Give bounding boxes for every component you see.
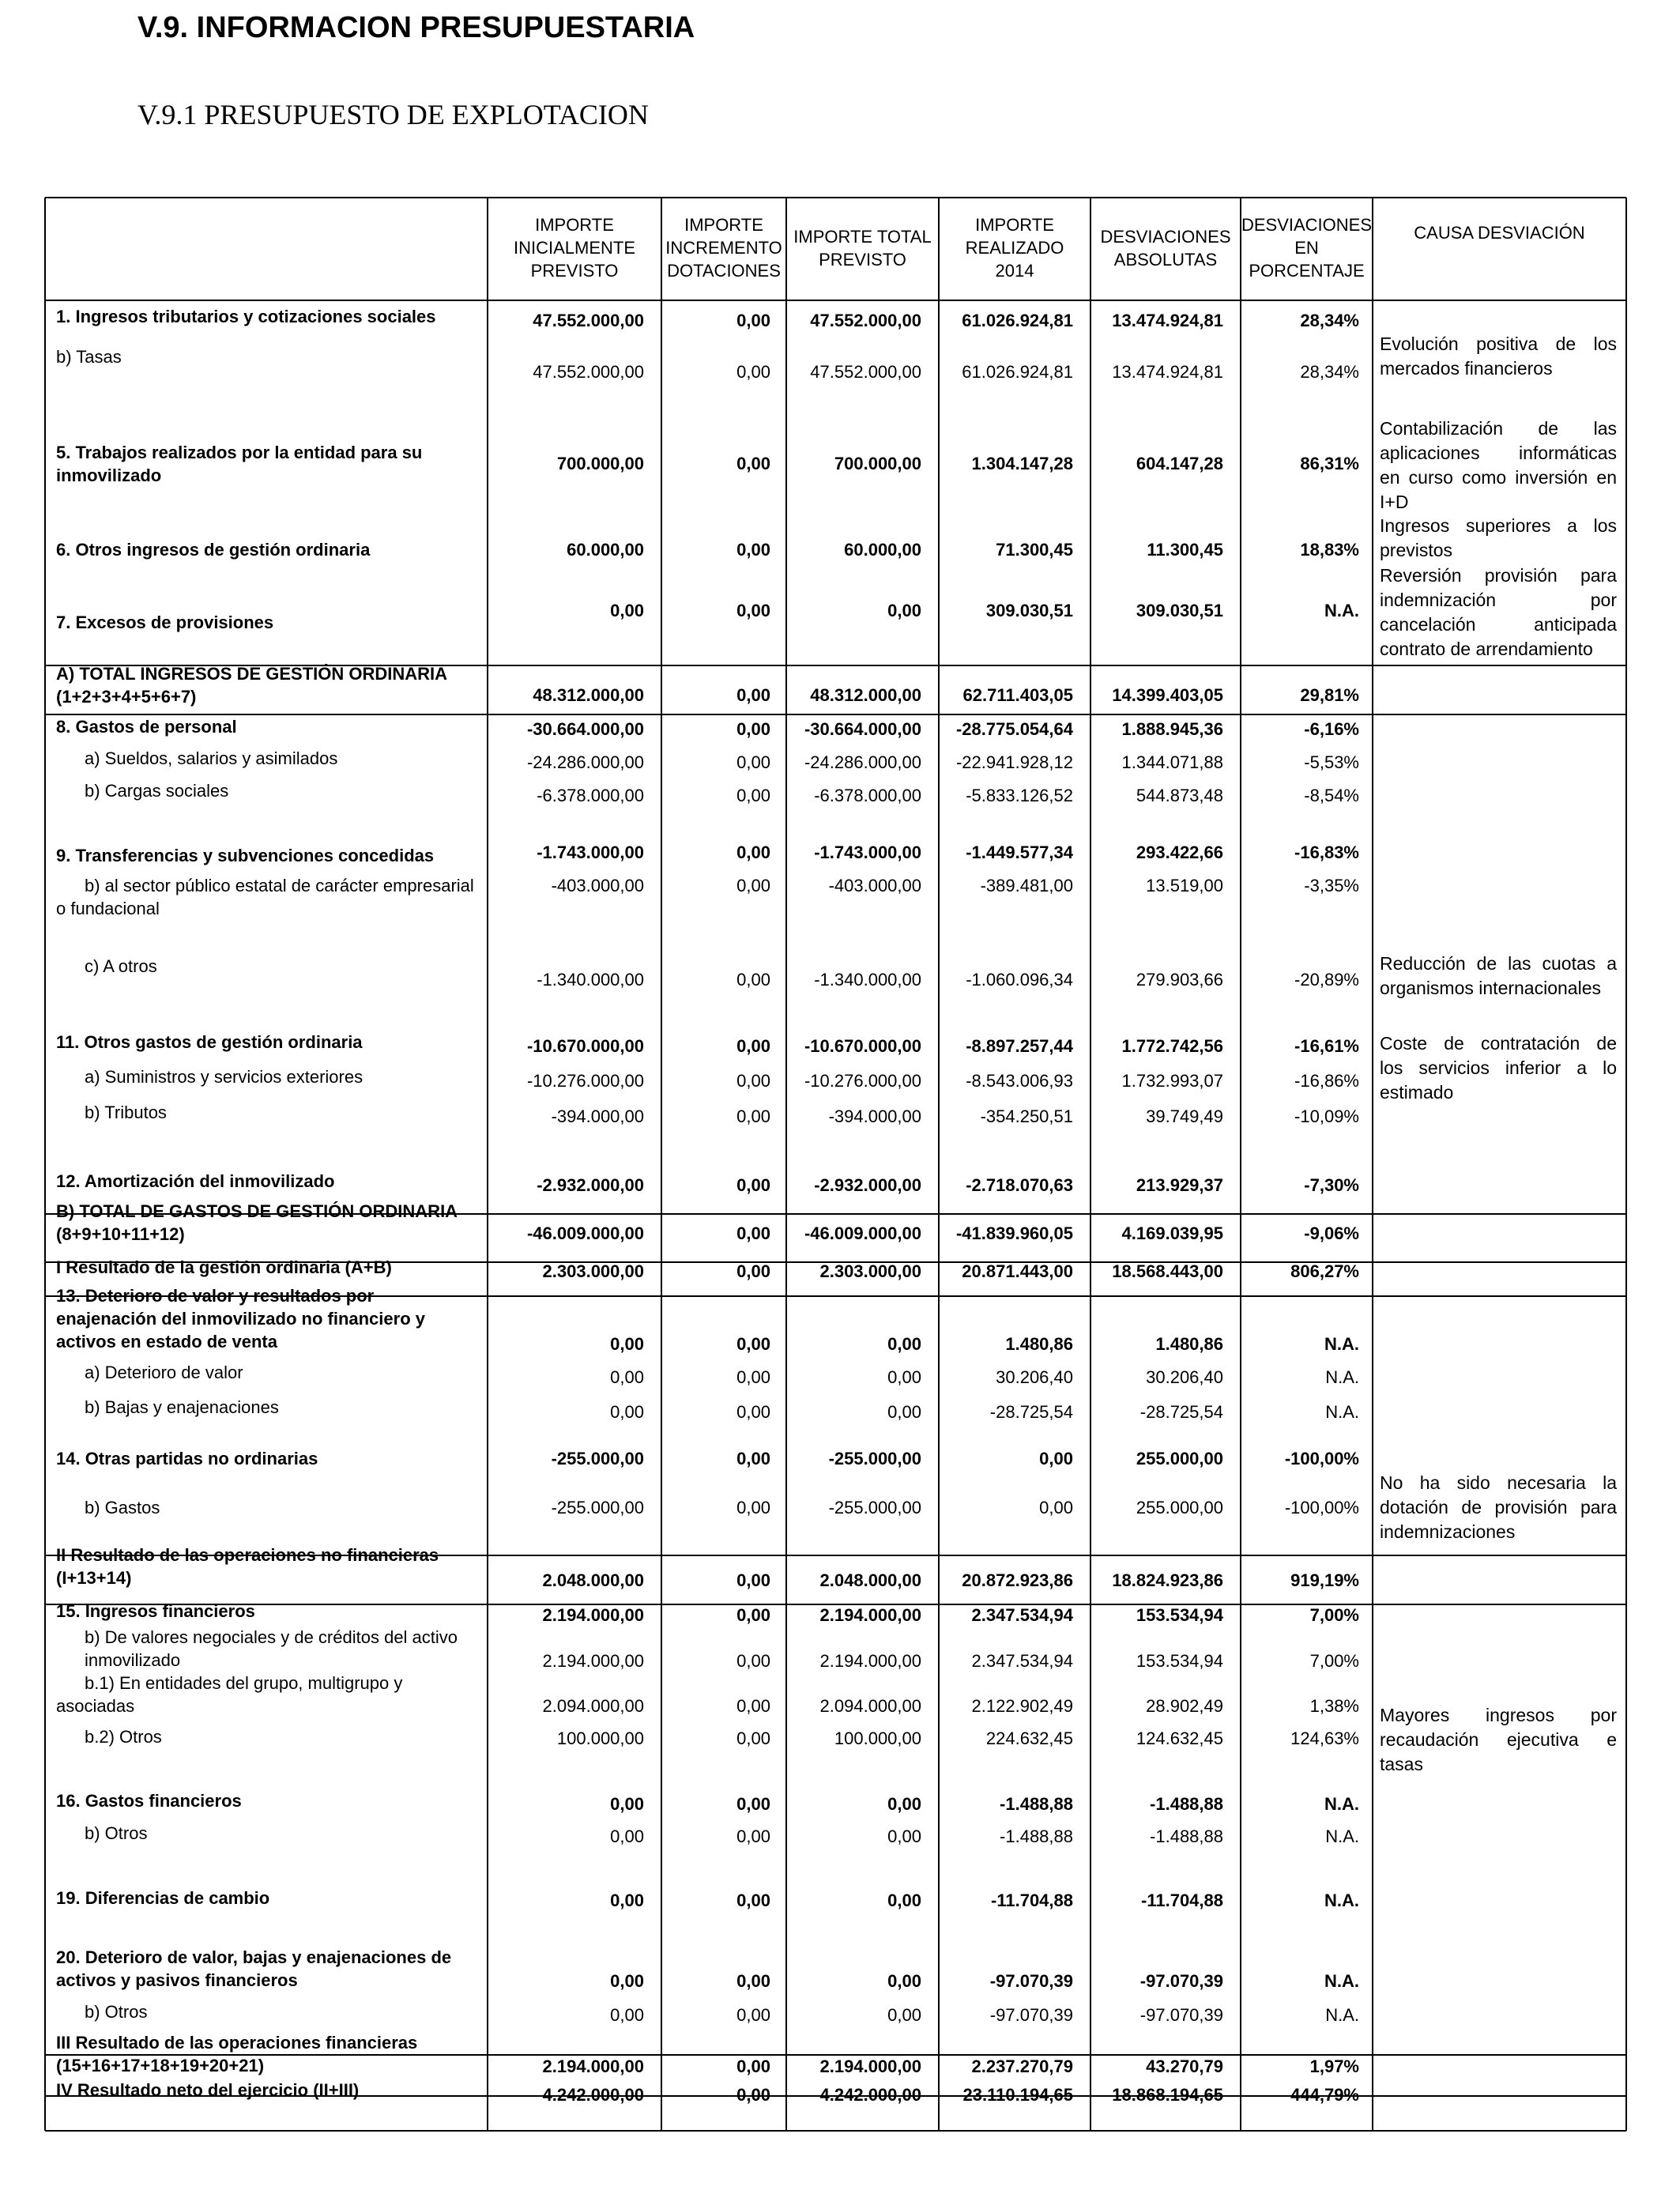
row-value: 13.474.924,81 [1112, 311, 1223, 330]
row-value: -3,35% [1304, 876, 1359, 895]
row-value: -22.941.928,12 [955, 752, 1073, 772]
row-value: 0,00 [610, 1402, 644, 1422]
row-value: 43.270,79 [1146, 2056, 1223, 2076]
row-value: 153.534,94 [1136, 1605, 1223, 1625]
column-header: EN [1294, 238, 1319, 258]
row-value: 48.312.000,00 [533, 685, 644, 705]
row-value: -6,16% [1304, 719, 1359, 739]
row-value: 0,00 [610, 1367, 644, 1387]
row-value: 0,00 [736, 1891, 770, 1910]
row-value: N.A. [1324, 1334, 1359, 1354]
row-value: -1.488,88 [1000, 1826, 1073, 1846]
row-value: 28,34% [1300, 362, 1359, 382]
row-value: 0,00 [736, 2085, 770, 2105]
row-value: 20.871.443,00 [962, 1261, 1073, 1281]
row-value: 919,19% [1290, 1570, 1359, 1590]
column-header: PREVISTO [819, 250, 906, 270]
row-value: 86,31% [1300, 454, 1359, 473]
row-label: b) Otros [85, 2002, 148, 2022]
row-value: -1.449.577,34 [966, 843, 1073, 862]
deviation-cause: en curso como inversión en [1380, 467, 1617, 488]
row-label: 8. Gastos de personal [56, 717, 237, 737]
row-value: 61.026.924,81 [962, 311, 1073, 330]
row-value: 0,00 [887, 1971, 921, 1991]
row-value: 47.552.000,00 [533, 311, 644, 330]
deviation-cause: Coste de contratación de [1380, 1033, 1617, 1054]
row-value: 700.000,00 [556, 454, 644, 473]
row-value: 100.000,00 [556, 1728, 644, 1748]
row-value: 0,00 [1039, 1498, 1073, 1517]
row-label: o fundacional [56, 899, 160, 918]
row-value: 544.873,48 [1136, 786, 1223, 805]
row-label: b) De valores negociales y de créditos del activo [85, 1627, 458, 1647]
deviation-cause: recaudación ejecutiva e tasas [1380, 1729, 1617, 1774]
row-value: N.A. [1325, 1367, 1359, 1387]
row-value: 0,00 [887, 2005, 921, 2025]
row-value: 2.122.902,49 [971, 1696, 1073, 1716]
row-label: 14. Otras partidas no ordinarias [56, 1449, 318, 1468]
row-value: 0,00 [736, 786, 770, 805]
row-value: -1.743.000,00 [537, 843, 644, 862]
row-value: -46.009.000,00 [526, 1223, 644, 1243]
row-value: 30.206,40 [996, 1367, 1073, 1387]
row-value: 4.242.000,00 [819, 2085, 921, 2105]
row-value: N.A. [1324, 1891, 1359, 1910]
row-value: 2.194.000,00 [542, 2056, 644, 2076]
row-value: 2.048.000,00 [819, 1570, 921, 1590]
row-label: (1+2+3+4+5+6+7) [56, 687, 197, 707]
row-value: 20.872.923,86 [962, 1570, 1073, 1590]
row-value: -10.670.000,00 [804, 1036, 921, 1056]
deviation-cause: indemnización por [1380, 590, 1617, 610]
page-subtitle: V.9.1 PRESUPUESTO DE EXPLOTACION [137, 99, 649, 130]
row-value: 0,00 [736, 1106, 770, 1126]
row-value: -100,00% [1284, 1498, 1359, 1517]
row-value: 0,00 [736, 2056, 770, 2076]
row-value: 0,00 [736, 1334, 770, 1354]
row-label: a) Deterioro de valor [85, 1363, 243, 1382]
row-value: 48.312.000,00 [810, 685, 921, 705]
row-value: 28.902,49 [1146, 1696, 1223, 1716]
row-label: 1. Ingresos tributarios y cotizaciones sociales [56, 307, 436, 326]
row-value: 0,00 [887, 1826, 921, 1846]
row-value: -8,54% [1304, 786, 1359, 805]
row-value: 1,97% [1309, 2056, 1359, 2076]
row-value: -28.775.054,64 [955, 719, 1073, 739]
row-value: N.A. [1324, 1794, 1359, 1814]
row-value: 61.026.924,81 [962, 362, 1073, 382]
row-value: 0,00 [887, 601, 921, 620]
row-value: -30.664.000,00 [526, 719, 644, 739]
row-value: 1.772.742,56 [1121, 1036, 1223, 1056]
row-label: 9. Transferencias y subvenciones concedidas [56, 846, 435, 865]
row-value: 0,00 [610, 601, 644, 620]
row-value: -100,00% [1284, 1449, 1359, 1468]
row-value: -1.340.000,00 [537, 970, 644, 990]
row-value: -10,09% [1294, 1106, 1359, 1126]
row-value: -403.000,00 [828, 876, 921, 895]
row-label: b) Tasas [56, 347, 122, 367]
row-value: 0,00 [610, 1891, 644, 1910]
deviation-cause: estimado [1380, 1082, 1454, 1103]
row-label: 12. Amortización del inmovilizado [56, 1171, 335, 1191]
row-value: 29,81% [1300, 685, 1359, 705]
deviation-cause: No ha sido necesaria la [1380, 1472, 1617, 1493]
row-value: -24.286.000,00 [804, 752, 921, 772]
row-label: 15. Ingresos financieros [56, 1601, 255, 1621]
column-header: ABSOLUTAS [1113, 250, 1218, 270]
row-value: -41.839.960,05 [955, 1223, 1073, 1243]
row-value: 0,00 [736, 970, 770, 990]
row-value: 0,00 [610, 1794, 644, 1814]
row-value: -30.664.000,00 [804, 719, 921, 739]
row-value: 255.000,00 [1136, 1498, 1223, 1517]
row-value: -16,61% [1294, 1036, 1359, 1056]
row-value: 2.048.000,00 [542, 1570, 644, 1590]
column-header: PREVISTO [530, 261, 619, 281]
row-label: b.1) En entidades del grupo, multigrupo y [85, 1673, 403, 1693]
row-value: -2.932.000,00 [537, 1175, 644, 1195]
row-value: 0,00 [736, 1449, 770, 1468]
column-header: IMPORTE [684, 215, 763, 235]
row-value: 60.000,00 [567, 540, 644, 560]
row-value: -7,30% [1304, 1175, 1359, 1195]
row-label: 20. Deterioro de valor, bajas y enajenaciones de [56, 1947, 452, 1967]
row-label: a) Suministros y servicios exteriores [85, 1067, 363, 1087]
row-value: -1.060.096,34 [966, 970, 1073, 990]
row-label: activos y pasivos financieros [56, 1970, 298, 1990]
row-value: -1.488,88 [1150, 1794, 1223, 1814]
row-value: 0,00 [736, 454, 770, 473]
row-value: -255.000,00 [551, 1449, 644, 1468]
row-value: 1.480,86 [1005, 1334, 1073, 1354]
row-value: 153.534,94 [1136, 1651, 1223, 1671]
row-value: -2.718.070,63 [966, 1175, 1073, 1195]
column-header: INICIALMENTE [513, 238, 636, 258]
row-label: 19. Diferencias de cambio [56, 1888, 270, 1908]
deviation-cause: organismos internacionales [1380, 978, 1601, 998]
row-value: 14.399.403,05 [1112, 685, 1223, 705]
row-value: 18,83% [1300, 540, 1359, 560]
row-value: 18.868.194,65 [1112, 2085, 1223, 2105]
row-value: -1.743.000,00 [814, 843, 921, 862]
column-header: DESVIACIONES [1100, 227, 1231, 247]
row-value: -10.276.000,00 [804, 1071, 921, 1091]
row-value: 2.347.534,94 [971, 1605, 1073, 1625]
row-value: 0,00 [887, 1402, 921, 1422]
row-value: 0,00 [736, 1367, 770, 1387]
row-value: 0,00 [736, 1696, 770, 1716]
row-value: 0,00 [736, 1036, 770, 1056]
row-value: -16,86% [1294, 1071, 1359, 1091]
row-value: 1,38% [1309, 1696, 1359, 1716]
row-value: 23.110.194,65 [962, 2085, 1073, 2105]
row-value: 700.000,00 [834, 454, 921, 473]
deviation-cause: Reducción de las cuotas a [1380, 953, 1617, 974]
row-label: 5. Trabajos realizados por la entidad para su [56, 443, 423, 462]
row-label: inmovilizado [56, 466, 162, 485]
row-value: 13.519,00 [1146, 876, 1223, 895]
row-label: 16. Gastos financieros [56, 1791, 242, 1811]
row-value: -20,89% [1294, 970, 1359, 990]
row-value: 0,00 [736, 719, 770, 739]
row-value: -255.000,00 [828, 1449, 921, 1468]
row-value: 47.552.000,00 [810, 362, 921, 382]
row-value: 0,00 [736, 685, 770, 705]
row-value: 0,00 [736, 876, 770, 895]
row-value: 18.824.923,86 [1112, 1570, 1223, 1590]
row-value: 0,00 [736, 1261, 770, 1281]
deviation-cause: Ingresos superiores a los [1380, 515, 1617, 536]
row-value: 0,00 [736, 1498, 770, 1517]
column-header: DOTACIONES [667, 261, 781, 281]
row-label: b) Gastos [85, 1498, 160, 1517]
row-value: -11.704,88 [1141, 1891, 1223, 1910]
row-value: 2.194.000,00 [542, 1651, 644, 1671]
row-value: 2.347.534,94 [971, 1651, 1073, 1671]
row-value: -1.488,88 [1150, 1826, 1223, 1846]
row-label: 11. Otros gastos de gestión ordinaria [56, 1032, 363, 1052]
row-value: -2.932.000,00 [814, 1175, 921, 1195]
column-header: IMPORTE [975, 215, 1054, 235]
row-value: 0,00 [736, 843, 770, 862]
row-value: 309.030,51 [1136, 601, 1223, 620]
row-value: 0,00 [736, 1402, 770, 1422]
row-label: a) Sueldos, salarios y asimilados [85, 748, 338, 768]
row-value: -46.009.000,00 [804, 1223, 921, 1243]
row-value: 2.237.270,79 [971, 2056, 1073, 2076]
row-value: 2.094.000,00 [819, 1696, 921, 1716]
row-value: 60.000,00 [844, 540, 921, 560]
row-value: 0,00 [736, 540, 770, 560]
row-value: -24.286.000,00 [526, 752, 644, 772]
row-value: 0,00 [736, 1728, 770, 1748]
row-value: 124.632,45 [1136, 1728, 1223, 1748]
row-value: 444,79% [1290, 2085, 1359, 2105]
row-value: -28.725,54 [989, 1402, 1073, 1422]
row-value: 1.344.071,88 [1121, 752, 1223, 772]
row-value: -9,06% [1304, 1223, 1359, 1243]
row-label: (I+13+14) [56, 1568, 132, 1588]
row-value: 806,27% [1290, 1261, 1359, 1281]
deviation-cause: mercados financieros [1380, 358, 1553, 379]
row-value: 2.303.000,00 [819, 1261, 921, 1281]
row-value: 0,00 [887, 1367, 921, 1387]
row-value: -97.070,39 [989, 2005, 1073, 2025]
row-value: 2.194.000,00 [542, 1605, 644, 1625]
row-label: 13. Deterioro de valor y resultados por [56, 1286, 375, 1306]
row-label: enajenación del inmovilizado no financiero y [56, 1309, 425, 1329]
row-label: 7. Excesos de provisiones [56, 613, 274, 632]
deviation-cause: Evolución positiva de los [1380, 334, 1617, 354]
row-label: (15+16+17+18+19+20+21) [56, 2056, 265, 2075]
row-label: IV Resultado neto del ejercicio (II+III) [56, 2080, 360, 2100]
row-value: 0,00 [736, 1175, 770, 1195]
column-header: IMPORTE [535, 215, 614, 235]
row-value: 0,00 [736, 1971, 770, 1991]
column-header: REALIZADO [965, 238, 1064, 258]
column-header: IMPORTE TOTAL [793, 227, 932, 247]
deviation-cause: Mayores ingresos por [1380, 1705, 1617, 1725]
row-value: 28,34% [1300, 311, 1359, 330]
row-value: -255.000,00 [828, 1498, 921, 1517]
row-value: 62.711.403,05 [962, 685, 1073, 705]
row-label: b) Cargas sociales [85, 781, 229, 801]
row-label: B) TOTAL DE GASTOS DE GESTIÓN ORDINARIA [56, 1201, 458, 1221]
deviation-cause: Contabilización de las [1380, 418, 1617, 439]
row-value: 1.480,86 [1155, 1334, 1223, 1354]
row-value: 279.903,66 [1136, 970, 1223, 990]
row-value: 7,00% [1309, 1651, 1359, 1671]
row-value: -97.070,39 [989, 1971, 1073, 1991]
row-value: -6.378.000,00 [537, 786, 644, 805]
row-label: b) Bajas y enajenaciones [85, 1397, 279, 1417]
row-value: 0,00 [736, 1605, 770, 1625]
row-value: -8.897.257,44 [966, 1036, 1073, 1056]
row-value: -16,83% [1294, 843, 1359, 862]
deviation-cause: contrato de arrendamiento [1380, 639, 1593, 659]
row-value: 30.206,40 [1146, 1367, 1223, 1387]
row-value: 0,00 [736, 601, 770, 620]
deviation-cause: indemnizaciones [1380, 1521, 1516, 1542]
row-value: N.A. [1325, 2005, 1359, 2025]
row-value: -1.488,88 [1000, 1794, 1073, 1814]
row-value: 100.000,00 [834, 1728, 921, 1748]
row-value: -10.276.000,00 [526, 1071, 644, 1091]
row-label: c) A otros [85, 956, 157, 976]
deviation-cause: cancelación anticipada [1380, 614, 1617, 635]
row-value: 1.732.993,07 [1121, 1071, 1223, 1091]
row-label: I Resultado de la gestión ordinaria (A+B) [56, 1257, 392, 1277]
row-value: N.A. [1325, 1826, 1359, 1846]
row-label: b.2) Otros [85, 1727, 162, 1747]
row-value: 293.422,66 [1136, 843, 1223, 862]
row-value: 0,00 [736, 752, 770, 772]
column-header: DESVIACIONES [1241, 215, 1373, 235]
page-title: V.9. INFORMACION PRESUPUESTARIA [137, 11, 695, 44]
row-label: 6. Otros ingresos de gestión ordinaria [56, 540, 371, 560]
row-value: 0,00 [610, 2005, 644, 2025]
column-header: PORCENTAJE [1249, 261, 1365, 281]
row-label: III Resultado de las operaciones financieras [56, 2033, 418, 2053]
column-header: CAUSA DESVIACIÓN [1414, 223, 1585, 243]
row-label: b) al sector público estatal de carácter empresarial [85, 876, 474, 895]
row-label: (8+9+10+11+12) [56, 1224, 185, 1244]
row-value: 0,00 [736, 1826, 770, 1846]
row-value: -354.250,51 [980, 1106, 1073, 1126]
row-label: b) Otros [85, 1823, 148, 1843]
row-label: b) Tributos [85, 1103, 167, 1122]
row-value: 2.194.000,00 [819, 1651, 921, 1671]
row-value: 0,00 [736, 362, 770, 382]
row-value: -5,53% [1304, 752, 1359, 772]
row-value: 124,63% [1290, 1728, 1359, 1748]
row-value: -255.000,00 [551, 1498, 644, 1517]
row-value: -10.670.000,00 [526, 1036, 644, 1056]
row-value: 47.552.000,00 [810, 311, 921, 330]
row-value: 0,00 [610, 1971, 644, 1991]
row-value: 1.304.147,28 [971, 454, 1073, 473]
row-value: 309.030,51 [985, 601, 1073, 620]
row-value: -97.070,39 [1139, 2005, 1223, 2025]
row-value: -28.725,54 [1139, 1402, 1223, 1422]
row-value: 0,00 [1039, 1449, 1073, 1468]
row-value: 255.000,00 [1136, 1449, 1223, 1468]
row-value: 2.094.000,00 [542, 1696, 644, 1716]
row-value: -6.378.000,00 [814, 786, 921, 805]
row-value: N.A. [1324, 601, 1359, 620]
row-value: N.A. [1325, 1402, 1359, 1422]
row-label: activos en estado de venta [56, 1332, 277, 1351]
row-value: -5.833.126,52 [966, 786, 1073, 805]
row-label: inmovilizado [85, 1650, 181, 1670]
row-value: 7,00% [1309, 1605, 1359, 1625]
row-value: 39.749,49 [1146, 1106, 1223, 1126]
row-value: 0,00 [736, 1570, 770, 1590]
row-value: -11.704,88 [991, 1891, 1073, 1910]
row-value: 2.303.000,00 [542, 1261, 644, 1281]
deviation-cause: dotación de provisión para [1380, 1497, 1617, 1517]
deviation-cause: I+D [1380, 492, 1409, 512]
row-value: -97.070,39 [1139, 1971, 1223, 1991]
deviation-cause: los servicios inferior a lo [1380, 1057, 1617, 1078]
row-value: -394.000,00 [551, 1106, 644, 1126]
row-label: II Resultado de las operaciones no financieras [56, 1545, 439, 1565]
row-value: 0,00 [610, 1826, 644, 1846]
deviation-cause: aplicaciones informáticas [1380, 443, 1617, 463]
row-value: -8.543.006,93 [966, 1071, 1073, 1091]
row-value: 213.929,37 [1136, 1175, 1223, 1195]
row-value: 0,00 [887, 1334, 921, 1354]
row-value: 0,00 [610, 1334, 644, 1354]
row-value: -394.000,00 [828, 1106, 921, 1126]
row-value: -1.340.000,00 [814, 970, 921, 990]
row-value: -403.000,00 [551, 876, 644, 895]
row-value: 2.194.000,00 [819, 1605, 921, 1625]
row-value: 0,00 [736, 1071, 770, 1091]
row-value: 0,00 [887, 1794, 921, 1814]
column-header: INCREMENTO [665, 238, 782, 258]
row-value: 1.888.945,36 [1121, 719, 1223, 739]
row-value: 604.147,28 [1136, 454, 1223, 473]
row-value: 4.169.039,95 [1121, 1223, 1223, 1243]
row-label: asociadas [56, 1696, 135, 1716]
row-value: 0,00 [887, 1891, 921, 1910]
row-value: 0,00 [736, 1794, 770, 1814]
row-value: 0,00 [736, 1223, 770, 1243]
row-value: 0,00 [736, 1651, 770, 1671]
row-value: 47.552.000,00 [533, 362, 644, 382]
row-label: A) TOTAL INGRESOS DE GESTIÓN ORDINARIA [56, 664, 448, 684]
row-value: 2.194.000,00 [819, 2056, 921, 2076]
deviation-cause: Reversión provisión para [1380, 565, 1617, 586]
row-value: 11.300,45 [1147, 540, 1223, 560]
column-header: 2014 [995, 261, 1034, 281]
row-value: 0,00 [736, 2005, 770, 2025]
row-value: 224.632,45 [985, 1728, 1073, 1748]
row-value: 0,00 [736, 311, 770, 330]
row-value: N.A. [1324, 1971, 1359, 1991]
deviation-cause: previstos [1380, 540, 1453, 560]
row-value: -389.481,00 [980, 876, 1073, 895]
row-value: 13.474.924,81 [1112, 362, 1223, 382]
row-value: 18.568.443,00 [1112, 1261, 1223, 1281]
row-value: 71.300,45 [996, 540, 1073, 560]
row-value: 4.242.000,00 [542, 2085, 644, 2105]
